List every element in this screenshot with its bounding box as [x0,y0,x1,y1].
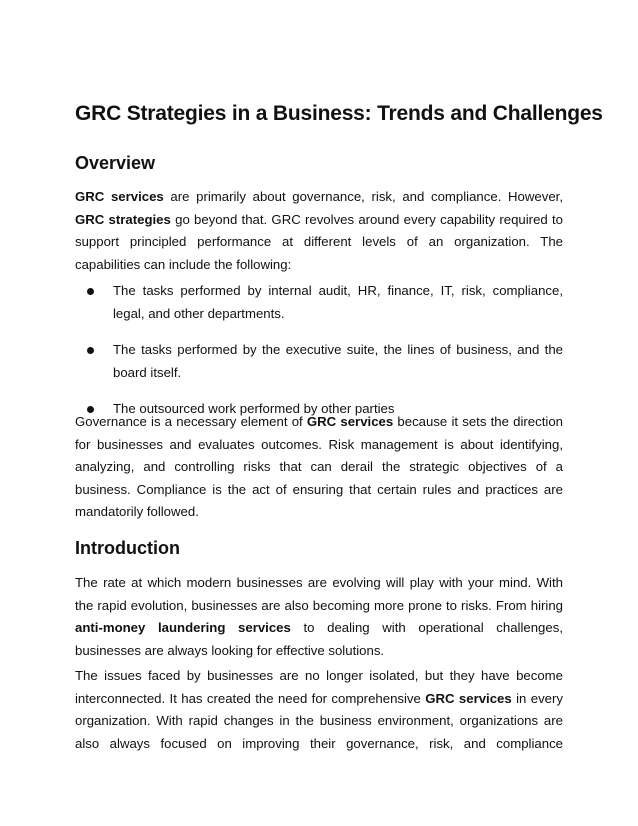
list-item-text: The tasks performed by the executive suite, the lines of business, and the board itself. [113,342,563,380]
bold-term: GRC services [306,414,394,429]
text-run: to dealing with operational challenges, businesses are always looking for effective solutions. [75,620,563,658]
text-run: in every organization. With rapid changes in the business environment, organizations are also always focused on improving their governance, risk, and compliance [75,690,563,751]
list-item-text: The outsourced work performed by other parties [113,401,395,416]
overview-heading: Overview [75,153,156,173]
list-item [75,339,563,384]
text-run: Governance is a necessary element of [75,414,307,429]
bullet-icon [87,347,94,354]
bold-term: GRC strategies [75,211,171,227]
text-run: The rate at which modern businesses are evolving will play with your mind. With the rapid evolution, businesses are also becoming more prone to risks. From hiring [75,575,563,613]
text-run: because it sets the direction for businesses and evaluates outcomes. Risk management is about identifying, analyzing, and controlling risks that can derail the strategic objectives of a business. Compliance is the act of ensuring that certain rules and practices are mandatorily followed. [75,414,563,519]
document-title: GRC Strategies in a Business: Trends and Challenges [75,102,603,125]
introduction-heading: Introduction [75,538,180,558]
overview-paragraph-1 [75,186,563,276]
bold-term: anti-money laundering services [75,620,291,635]
list-item [75,280,563,325]
text-run: go beyond that. GRC revolves around every capability required to support principled performance at different levels of an organization. The capabilities can include the following: [75,211,563,272]
text-run: The issues faced by businesses are no longer isolated, but they have become interconnected. It has created the need for comprehensive [75,668,563,706]
bold-term: GRC services [75,189,164,204]
introduction-paragraph-1 [75,572,563,662]
bullet-icon [87,288,94,295]
introduction-paragraph-2 [75,665,563,755]
list-item-text: The tasks performed by internal audit, HR, finance, IT, risk, compliance, legal, and other departments. [113,283,563,321]
overview-paragraph-2 [75,411,563,524]
bold-term: GRC services [425,690,512,706]
text-run: are primarily about governance, risk, and compliance. However, [163,189,563,204]
